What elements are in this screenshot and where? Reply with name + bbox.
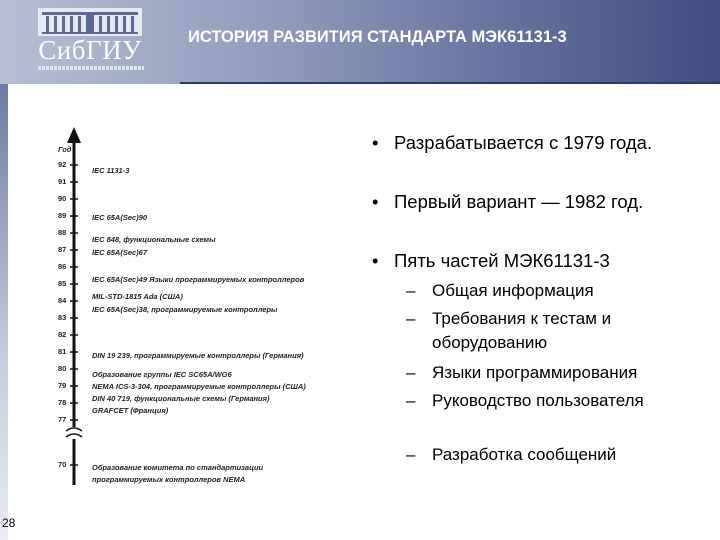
page-number-text: 28 [2, 516, 16, 530]
sub-bullet-text: Языки программирования [432, 363, 638, 382]
year-label: 84 [58, 296, 67, 305]
sub-bullet-text: Требования к тестам и оборудованию [432, 309, 612, 352]
building-icon [38, 8, 142, 36]
bullet-text: Пять частей МЭК61131-3 [394, 250, 610, 271]
year-label: 86 [58, 262, 67, 271]
timeline-event: NEMA ICS-3-304, программируемые контроллеры (США) [92, 382, 306, 391]
logo-subtitle [38, 66, 144, 70]
timeline-axis-label: Год [58, 145, 72, 154]
page-title: ИСТОРИЯ РАЗВИТИЯ СТАНДАРТА МЭК61131-3 [188, 28, 567, 46]
year-label: 89 [58, 211, 67, 220]
timeline-event: IEC 848, функциональные схемы [92, 235, 216, 244]
timeline-event: DIN 19 239, программируемые контроллеры (Германия) [92, 351, 304, 360]
sub-bullet-text: Руководство пользователя [432, 391, 644, 410]
dash-marker: – [406, 309, 416, 328]
dash-marker: – [406, 445, 416, 464]
university-logo [30, 8, 150, 72]
bullet-text: Разрабатывается с 1979 года. [394, 132, 653, 153]
year-label: 78 [58, 398, 67, 407]
year-label: 83 [58, 313, 67, 322]
bullet-marker: • [372, 132, 379, 153]
logo-name: СибГИУ [38, 35, 142, 65]
year-label: 91 [58, 177, 67, 186]
bullet-text: Первый вариант — 1982 год. [394, 191, 644, 212]
timeline-event: IEC 65A(Sec)49 Языки программируемых контроллеров [92, 275, 305, 284]
year-label: 80 [58, 364, 67, 373]
timeline-event: IEC 65A(Sec)38, программируемые контроллеры [92, 305, 278, 314]
year-label: 90 [58, 194, 67, 203]
timeline-event: IEC 1131-3 [92, 166, 130, 175]
dash-marker: – [406, 363, 416, 382]
side-band [0, 84, 8, 540]
year-label: 79 [58, 381, 67, 390]
timeline-event: Образование группы IEC SC65A/WG6 [92, 370, 232, 379]
year-label: 85 [58, 279, 67, 288]
bullet-marker: • [372, 250, 379, 271]
timeline-event: DIN 40 719, функциональные схемы (Германия) [92, 394, 270, 403]
year-label: 70 [58, 460, 67, 469]
sub-bullet-text: Разработка сообщений [432, 445, 617, 464]
dash-marker: – [406, 281, 416, 300]
sub-bullet-text: Общая информация [432, 281, 594, 300]
timeline-event: IEC 65A(Sec)90 [92, 213, 148, 222]
year-label: 87 [58, 245, 67, 254]
year-label: 77 [58, 415, 67, 424]
timeline-event: MIL-STD-1815 Ada (США) [92, 292, 183, 301]
timeline-event: GRAFCET (Франция) [92, 406, 169, 415]
year-label: 81 [58, 347, 67, 356]
timeline-event: программируемых контроллеров NEMA [92, 475, 246, 484]
year-label: 88 [58, 228, 67, 237]
timeline-event: Образование комитета по стандартизации [92, 463, 264, 472]
year-label: 82 [58, 330, 67, 339]
timeline-figure [52, 125, 362, 495]
timeline-event: IEC 65A(Sec)67 [92, 248, 148, 257]
bullet-marker: • [372, 191, 379, 212]
year-label: 92 [58, 160, 67, 169]
header-divider [180, 82, 720, 84]
dash-marker: – [406, 391, 416, 410]
